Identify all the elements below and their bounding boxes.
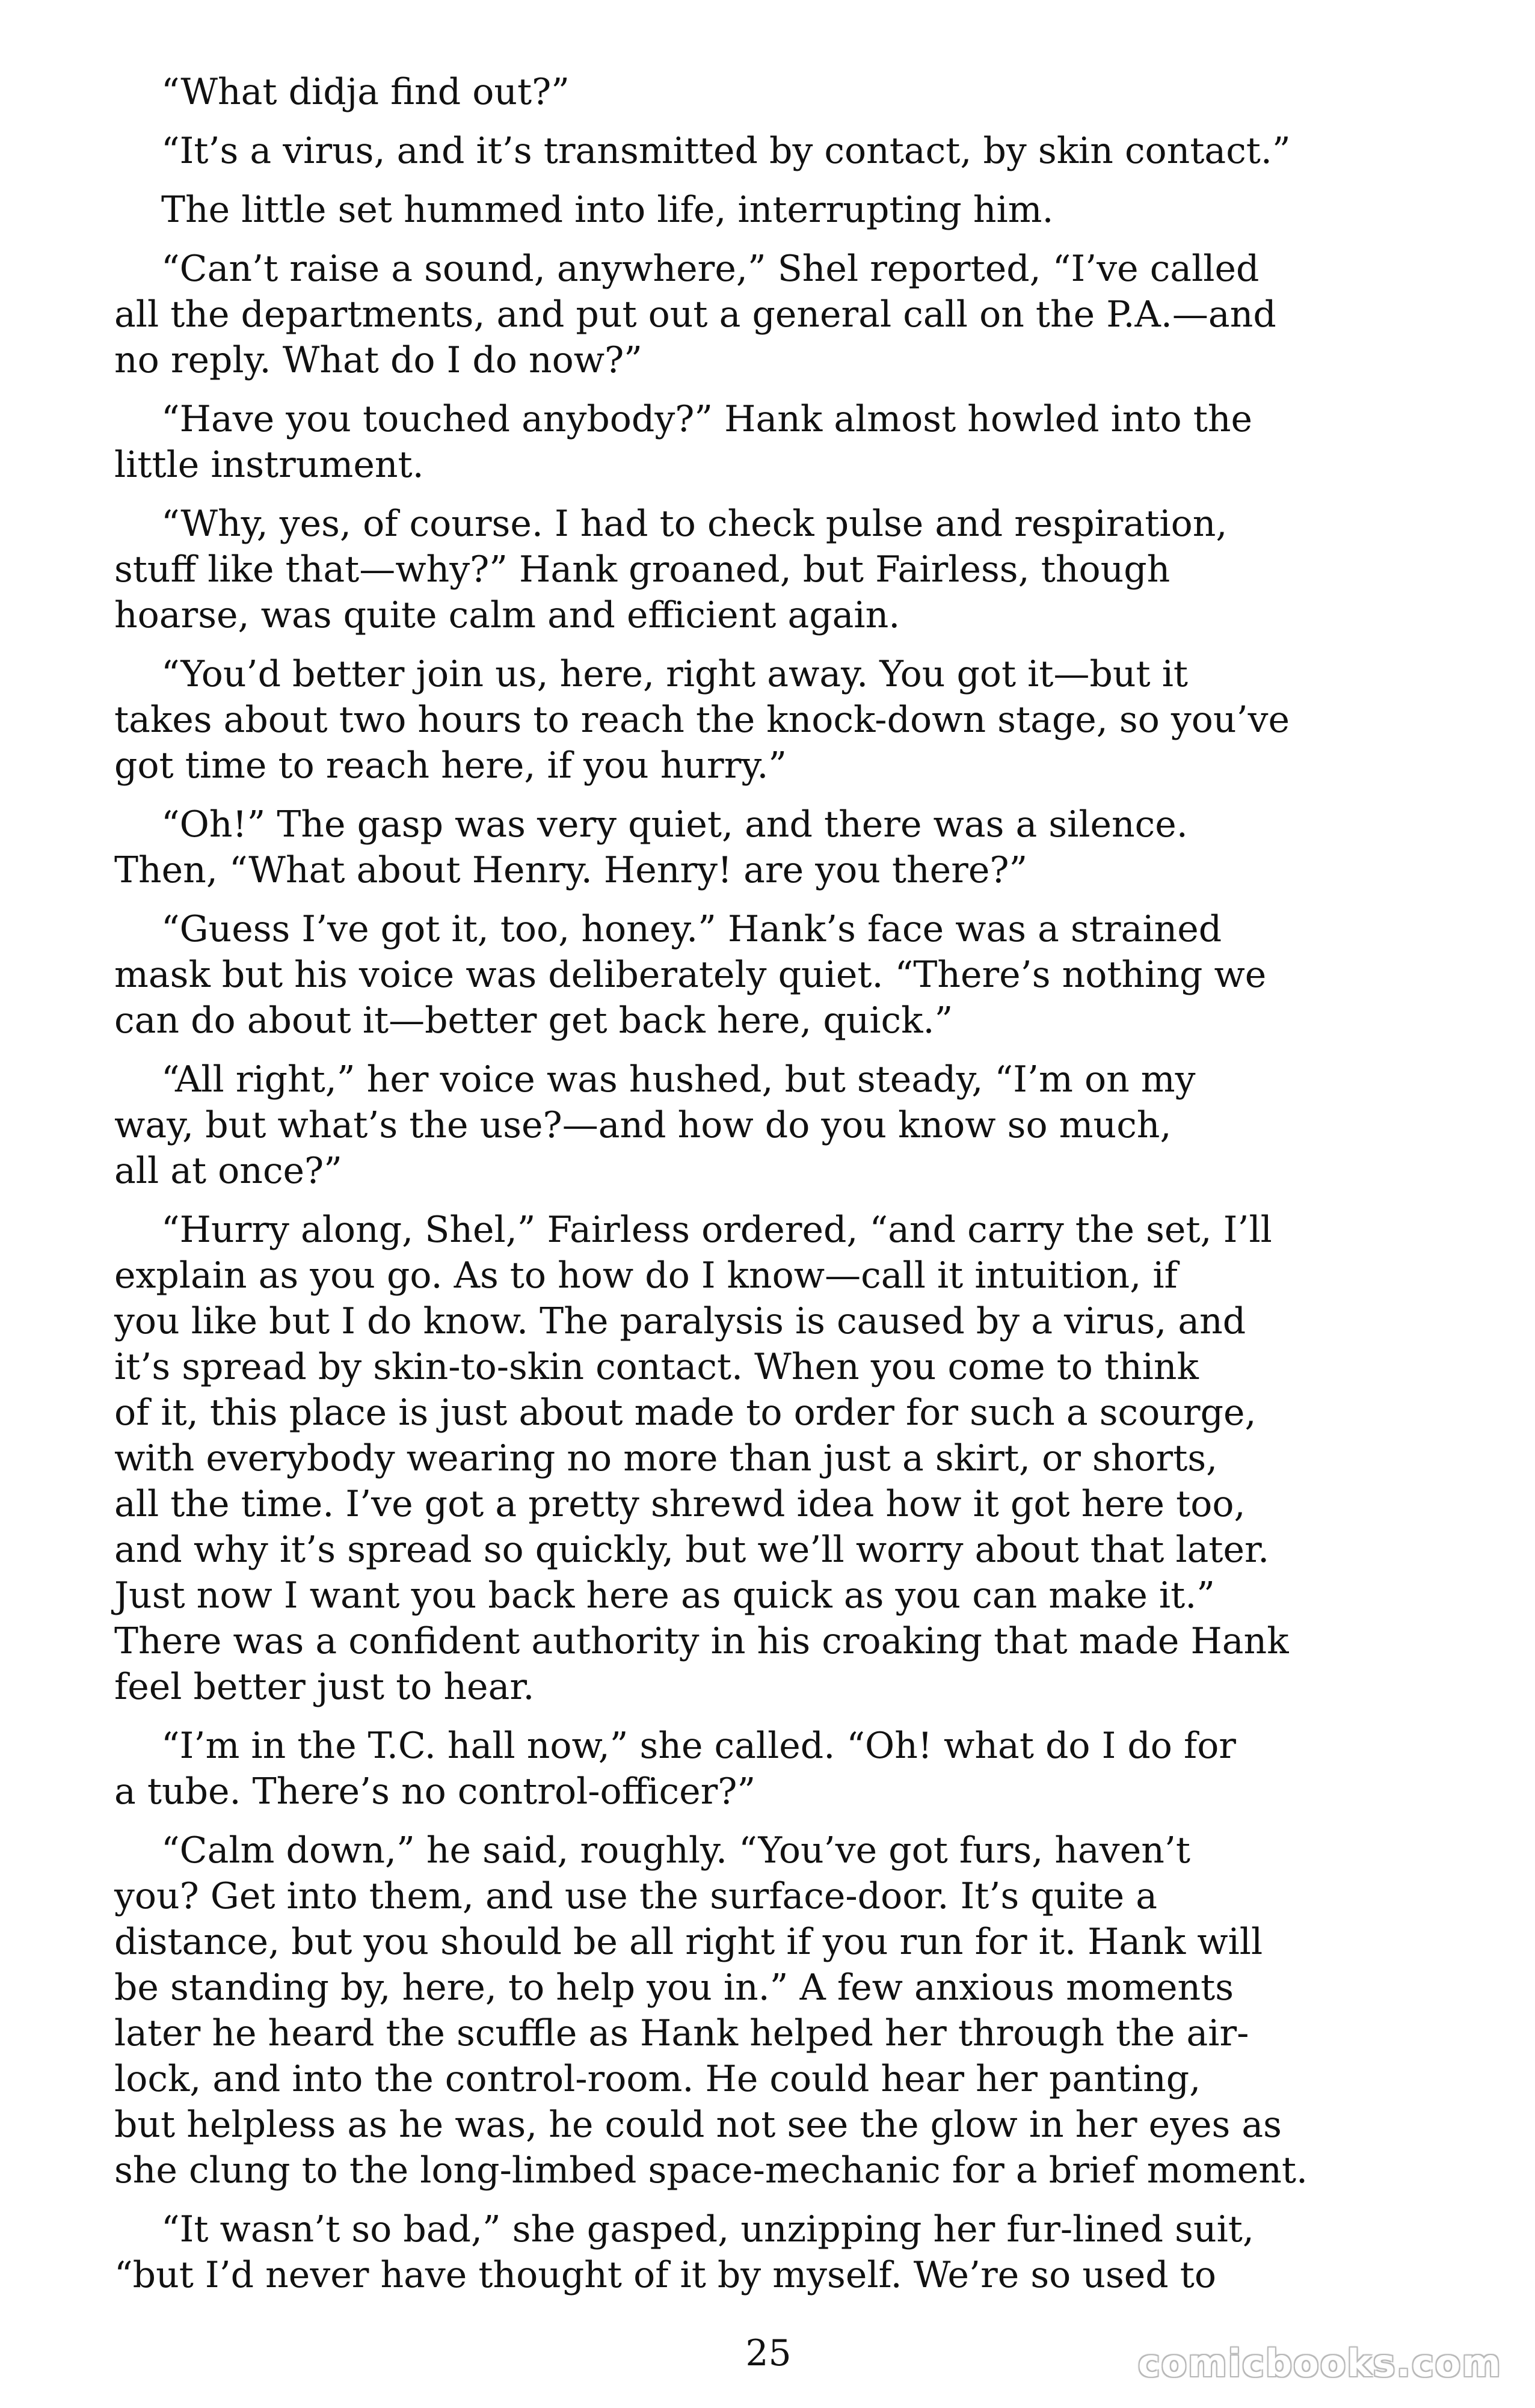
paragraph-9: “Guess I’ve got it, too, honey.” Hank’s face was a strained mask but his voice was deliberately quiet. “There’s nothing we can do about it—better get back here, quick.”: [114, 908, 1267, 1042]
paragraph-1: “What didja find out?”: [161, 71, 570, 113]
paragraph-4: “Can’t raise a sound, anywhere,” Shel reported, “I’ve called all the departments, and put out a general call on the P.A.—and no reply. What do I do now?”: [114, 248, 1276, 381]
paragraph-13: “Calm down,” he said, roughly. “You’ve got furs, haven’t you? Get into them, and use the surface-door. It’s quite a distance, but you should be all right if you run for it. Hank will be standing by, here, to help you in.” A few anxious moments later he heard the scuffle as Hank helped her through the air- lock, and into the control-room. He could hear her panting, but helpless as he was, he could not see the glow in her eyes as she clung to the long-limbed space-mechanic for a brief moment.: [114, 1829, 1308, 2191]
paragraph-5: “Have you touched anybody?” Hank almost howled into the little instrument.: [114, 398, 1252, 486]
paragraph-14: “It wasn’t so bad,” she gasped, unzipping her fur-lined suit, “but I’d never have thought of it by myself. We’re so used to: [114, 2208, 1254, 2296]
paragraph-2: “It’s a virus, and it’s transmitted by contact, by skin contact.”: [161, 130, 1291, 172]
paragraph-8: “Oh!” The gasp was very quiet, and there was a silence. Then, “What about Henry. Henry! are you there?”: [114, 803, 1188, 891]
paragraph-12: “I’m in the T.C. hall now,” she called. “Oh! what do I do for a tube. There’s no control-officer?”: [114, 1725, 1236, 1813]
book-page: [114, 69, 1423, 2397]
paragraph-10: “All right,” her voice was hushed, but steady, “I’m on my way, but what’s the use?—and how do you know so much, all at once?”: [114, 1058, 1196, 1192]
paragraph-3: The little set hummed into life, interrupting him.: [161, 189, 1054, 231]
watermark-logo: comicbooks.com: [1137, 2341, 1502, 2385]
paragraph-6: “Why, yes, of course. I had to check pulse and respiration, stuff like that—why?” Hank groaned, but Fairless, though hoarse, was quite calm and efficient again.: [114, 503, 1228, 636]
paragraph-11: “Hurry along, Shel,” Fairless ordered, “and carry the set, I’ll explain as you go. As to how do I know—call it intuition, if you like but I do know. The paralysis is caused by a virus, and it’s spread by skin-to-skin contact. When you come to think of it, this place is just about made to order for such a scourge, with everybody wearing no more than just a skirt, or shorts, all the time. I’ve got a pretty shrewd idea how it got here too, and why it’s spread so quickly, but we’ll worry about that later. Just now I want you back here as quick as you can make it.” There was a confident authority in his croaking that made Hank feel better just to hear.: [114, 1209, 1289, 1708]
paragraph-7: “You’d better join us, here, right away. You got it—but it takes about two hours to reach the knock-down stage, so you’ve got time to reach here, if you hurry.”: [114, 653, 1290, 787]
text-body: [114, 69, 1423, 2298]
page-number: 25: [745, 2332, 792, 2374]
